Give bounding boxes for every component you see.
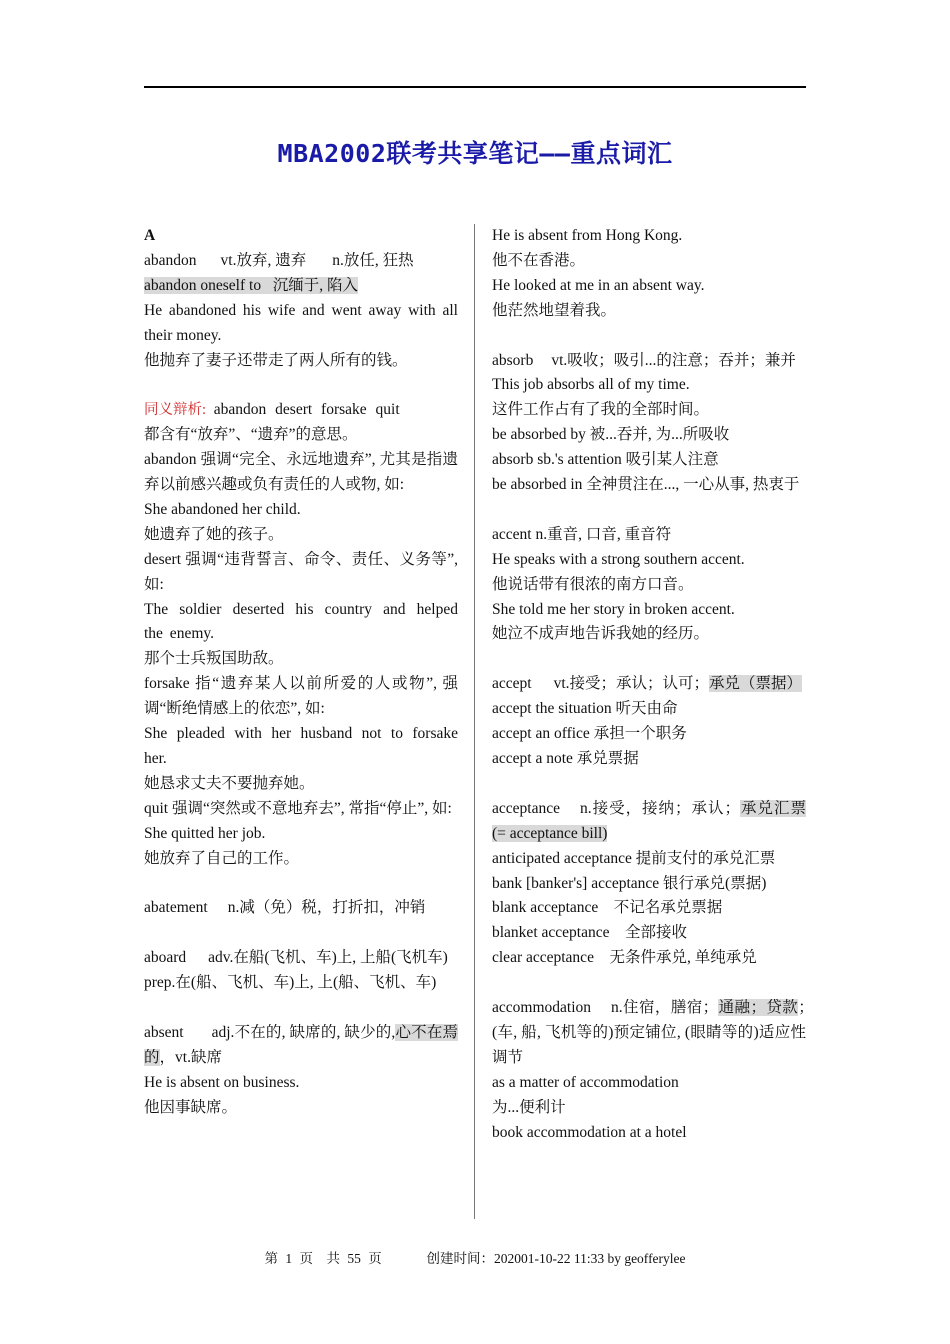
- synonym-label: 同义辩析:: [144, 402, 207, 419]
- desert-note: desert 强调“违背誓言、命令、责任、义务等”, 如:: [144, 550, 458, 593]
- accent-example2-zh: 她泣不成声地告诉我她的经历。: [492, 625, 710, 643]
- abandon-example-zh: 她遗弃了她的孩子。: [144, 525, 284, 543]
- absorb-phrase-3: be absorbed in 全神贯注在..., 一心从事, 热衷于: [492, 476, 800, 494]
- acceptance-phrase-4: blanket acceptance 全部接收: [492, 924, 687, 942]
- accommodation-phrase-1: as a matter of accommodation: [492, 1073, 679, 1091]
- synonym-words: abandon desert forsake quit: [213, 401, 400, 419]
- headword: abatement: [144, 899, 208, 917]
- example-en: He abandoned his wife and went away with all their money.: [144, 301, 458, 344]
- page-footer: [0, 1247, 950, 1267]
- abandon-example-en: She abandoned her child.: [144, 500, 301, 518]
- definition: n.接受，接纳；承认；: [579, 799, 741, 817]
- column-divider: [474, 224, 475, 1219]
- definition-adv: adv.在船(飞机、车)上, 上船(飞机车): [208, 949, 448, 967]
- headword: acceptance: [492, 799, 560, 817]
- absent-example3-zh: 他茫然地望着我。: [492, 301, 617, 319]
- absent-example2-en: He is absent from Hong Kong.: [492, 227, 683, 244]
- definition-rest: ； (车, 船, 飞机等的)预定铺位, (眼睛等的)适应性调节: [492, 999, 822, 1066]
- abandon-note: abandon 强调“完全、永远地遗弃”, 尤其是指遗弃以前感兴趣或负有责任的人或物, 如:: [144, 451, 458, 494]
- highlighted-definition: 通融；贷款: [718, 999, 799, 1017]
- entry-absent: [144, 1021, 458, 1071]
- quit-example-en: She quitted her job.: [144, 824, 266, 842]
- headword: accept: [492, 675, 532, 693]
- definition-adj: adj.不在的, 缺席的, 缺少的,: [211, 1023, 396, 1041]
- quit-note: quit 强调“突然或不意地弃去”, 常指“停止”, 如:: [144, 799, 452, 817]
- accent-example2-en: She told me her story in broken accent.: [492, 600, 735, 618]
- entry-abatement: [144, 896, 458, 921]
- footer-page-prefix: 第: [264, 1251, 278, 1266]
- definition-vt: ，vt.缺席: [159, 1048, 222, 1066]
- acceptance-phrase-2: bank [banker's] acceptance 银行承兑(票据): [492, 874, 767, 892]
- absent-example-zh: 他因事缺席。: [144, 1098, 238, 1116]
- highlighted-definition: 承兑（票据）: [709, 675, 803, 693]
- headword: absorb: [492, 351, 534, 369]
- section-letter: A: [144, 227, 156, 244]
- definition: vt.吸收；吸引...的注意；吞并；兼并: [551, 351, 796, 369]
- footer-page-mid: 页 共: [299, 1251, 340, 1266]
- quit-example-zh: 她放弃了自己的工作。: [144, 849, 300, 867]
- headword: accommodation: [492, 999, 591, 1017]
- right-column: [492, 224, 822, 1145]
- aboard-prep: prep.在(船、飞机、车)上, 上(船、飞机、车): [144, 974, 437, 992]
- absent-example2-zh: 他不在香港。: [492, 251, 586, 269]
- footer-page-total: 55: [347, 1251, 361, 1266]
- header-rule: [144, 86, 806, 88]
- footer-page-number: 1: [285, 1251, 293, 1266]
- absorb-example-zh: 这件工作占有了我的全部时间。: [492, 401, 710, 419]
- absorb-phrase-2: absorb sb.'s attention 吸引某人注意: [492, 451, 719, 469]
- definition-n: n.放任, 狂热: [332, 251, 414, 269]
- accent-example1-en: He speaks with a strong southern accent.: [492, 550, 745, 568]
- desert-example-en: The soldier deserted his country and helped the enemy.: [144, 600, 458, 643]
- accommodation-phrase-1-zh: 为...便利计: [492, 1098, 566, 1116]
- absent-example-en: He is absent on business.: [144, 1073, 300, 1091]
- accept-phrase-3: accept a note 承兑票据: [492, 749, 639, 767]
- accent-example1-zh: 他说话带有很浓的南方口音。: [492, 575, 694, 593]
- phrase-meaning: 沉缅于, 陷入: [272, 276, 358, 294]
- absorb-phrase-1: be absorbed by 被...吞并, 为...所吸收: [492, 426, 730, 444]
- highlighted-definition: 心不在焉的: [144, 1023, 458, 1066]
- entry-abandon: [144, 249, 458, 274]
- entry-accommodation: [492, 996, 822, 1071]
- left-column: [144, 224, 458, 1121]
- entry-accept: [492, 672, 806, 697]
- accept-phrase-1: accept the situation 听天由命: [492, 700, 678, 718]
- accept-phrase-2: accept an office 承担一个职务: [492, 725, 687, 743]
- headword: abandon: [144, 251, 197, 269]
- page-title: MBA2002联考共享笔记——重点词汇: [277, 139, 673, 168]
- forsake-example-zh: 她恳求丈夫不要抛弃她。: [144, 774, 315, 792]
- footer-created-time: 创建时间：202001-10-22 11:33 by geofferylee: [426, 1251, 686, 1266]
- definition: n.减（免）税，打折扣，冲销: [227, 899, 426, 917]
- forsake-note: forsake 指“遗弃某人以前所爱的人或物”, 强调“断绝情感上的依恋”, 如:: [144, 675, 458, 718]
- phrase: abandon oneself to: [144, 276, 262, 294]
- highlighted-definition: 承兑汇票 (= acceptance bill): [492, 799, 806, 842]
- phrase-abandon-oneself: [144, 274, 458, 299]
- acceptance-phrase-5: clear acceptance 无条件承兑, 单纯承兑: [492, 949, 757, 967]
- absent-example3-en: He looked at me in an absent way.: [492, 276, 705, 294]
- acceptance-phrase-1: anticipated acceptance 提前支付的承兑汇票: [492, 849, 776, 867]
- definition: n.住宿，膳宿；: [611, 999, 719, 1017]
- definition-vt: vt.放弃, 遗弃: [220, 251, 307, 269]
- absorb-example-en: This job absorbs all of my time.: [492, 376, 690, 394]
- forsake-example-en: She pleaded with her husband not to forsake her.: [144, 725, 458, 768]
- headword: absent: [144, 1023, 184, 1041]
- desert-example-zh: 那个士兵叛国助敌。: [144, 650, 284, 668]
- example-zh: 他抛弃了妻子还带走了两人所有的钱。: [144, 351, 408, 369]
- entry-aboard: [144, 946, 458, 971]
- footer-page-suffix: 页: [368, 1251, 382, 1266]
- entry-absorb: [492, 349, 806, 374]
- synonym-common: 都含有“放弃”、“遗弃”的意思。: [144, 426, 358, 444]
- headword: aboard: [144, 949, 187, 967]
- acceptance-phrase-3: blank acceptance 不记名承兑票据: [492, 899, 723, 917]
- accommodation-phrase-2: book accommodation at a hotel: [492, 1123, 687, 1141]
- entry-accent: accent n.重音, 口音, 重音符: [492, 525, 672, 543]
- definition: vt.接受；承认；认可；: [553, 675, 710, 693]
- entry-acceptance: [492, 797, 806, 847]
- synonym-line: [144, 398, 458, 423]
